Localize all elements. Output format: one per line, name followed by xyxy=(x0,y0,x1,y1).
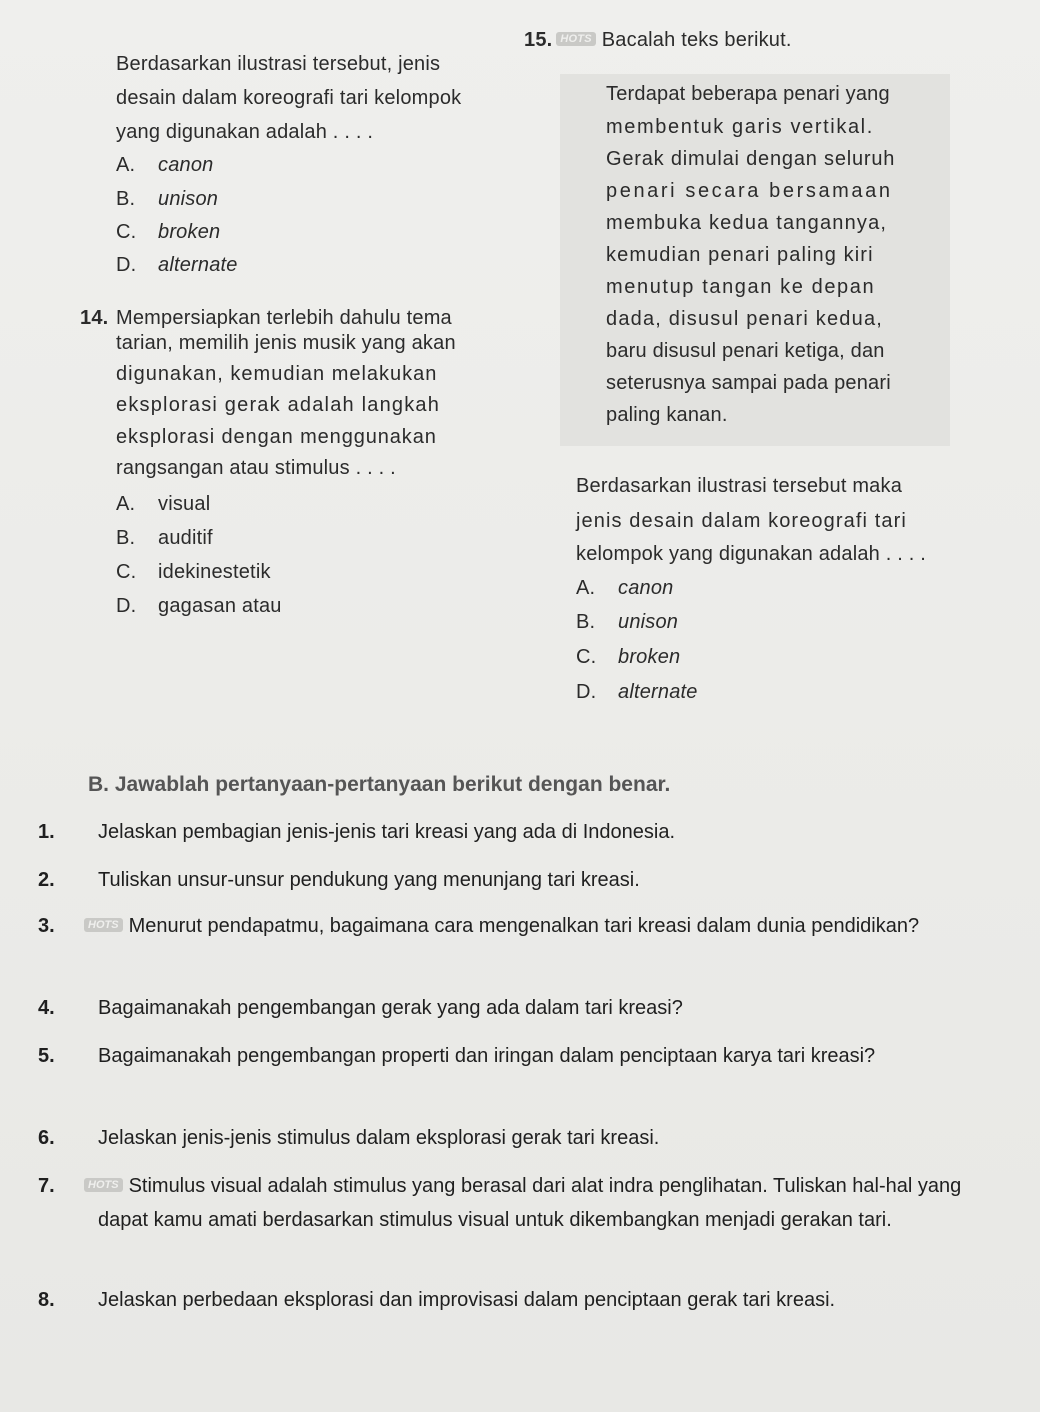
essay-question-1: 1. Jelaskan pembagian jenis-jenis tari kreasi yang ada di Indonesia. xyxy=(38,821,676,843)
q14-stem-line-1: Mempersiapkan terlebih dahulu tema xyxy=(116,307,452,329)
essay-question-5: 5. Bagaimanakah pengembangan properti dan iringan dalam penciptaan karya tari kreasi? xyxy=(38,1045,876,1067)
q13-option-a: A. canon xyxy=(116,154,214,176)
q15-option-d: D. alternate xyxy=(576,681,698,703)
q15-option-b: B. unison xyxy=(576,611,679,633)
q15-box-line-2: membentuk garis vertikal. xyxy=(606,116,874,138)
q15-box-line-9: baru disusul penari ketiga, dan xyxy=(606,340,885,362)
hots-badge: HOTS xyxy=(556,32,595,46)
q13-option-c: C. broken xyxy=(116,221,221,243)
q13-stem-line-3: yang digunakan adalah . . . . xyxy=(116,121,374,143)
q14-option-b: B. auditif xyxy=(116,527,213,549)
hots-badge: HOTS xyxy=(84,1178,123,1192)
q15-box-line-11: paling kanan. xyxy=(606,404,728,426)
q15-box-line-6: kemudian penari paling kiri xyxy=(606,244,874,266)
q15-box-line-8: dada, disusul penari kedua, xyxy=(606,308,884,330)
q14-stem-line-4: eksplorasi gerak adalah langkah xyxy=(116,394,441,416)
q14-number: 14. xyxy=(80,307,109,329)
q14-option-d: D. gagasan atau xyxy=(116,595,282,617)
q15-stem-line-2: jenis desain dalam koreografi tari xyxy=(576,510,907,532)
essay-question-6: 6. Jelaskan jenis-jenis stimulus dalam eksplorasi gerak tari kreasi. xyxy=(38,1127,660,1149)
q13-stem-line-2: desain dalam koreografi tari kelompok xyxy=(116,87,462,109)
q15-box-line-7: menutup tangan ke depan xyxy=(606,276,876,298)
q15-header: 15. HOTS Bacalah teks berikut. xyxy=(524,29,792,51)
section-b-heading: B. Jawablah pertanyaan-pertanyaan berikut dengan benar. xyxy=(88,773,671,796)
essay-question-2: 2. Tuliskan unsur-unsur pendukung yang menunjang tari kreasi. xyxy=(38,869,640,891)
q15-box-line-4: penari secara bersamaan xyxy=(606,180,893,202)
q15-stem-line-3: kelompok yang digunakan adalah . . . . xyxy=(576,543,927,565)
q14-option-a: A. visual xyxy=(116,493,211,515)
essay-question-7: 7. HOTS Stimulus visual adalah stimulus yang berasal dari alat indra penglihatan. Tuliskan hal-hal yang dapat kamu amati berdasarkan stimulus visual untuk dikembangkan menjadi gerakan tari. xyxy=(38,1175,962,1231)
q14-option-c: C. idekinestetik xyxy=(116,561,271,583)
q13-option-b: B. unison xyxy=(116,188,219,210)
q15-box-line-5: membuka kedua tangannya, xyxy=(606,212,888,234)
essay-question-4: 4. Bagaimanakah pengembangan gerak yang ada dalam tari kreasi? xyxy=(38,997,683,1019)
q14-stem-line-6: rangsangan atau stimulus . . . . xyxy=(116,457,396,479)
q15-option-c: C. broken xyxy=(576,646,681,668)
q15-option-a: A. canon xyxy=(576,577,674,599)
q15-box-line-1: Terdapat beberapa penari yang xyxy=(606,83,890,105)
hots-badge: HOTS xyxy=(84,918,123,932)
q15-stem-line-1: Berdasarkan ilustrasi tersebut maka xyxy=(576,475,903,497)
q15-box-line-3: Gerak dimulai dengan seluruh xyxy=(606,148,896,170)
q14-stem-line-5: eksplorasi dengan menggunakan xyxy=(116,426,437,448)
q13-stem-line-1: Berdasarkan ilustrasi tersebut, jenis xyxy=(116,53,441,75)
q13-option-d: D. alternate xyxy=(116,254,238,276)
essay-question-3: 3. HOTS Menurut pendapatmu, bagaimana cara mengenalkan tari kreasi dalam dunia pendidikan? xyxy=(38,915,920,937)
q14-stem-line-2: tarian, memilih jenis musik yang akan xyxy=(116,332,456,354)
q15-box-line-10: seterusnya sampai pada penari xyxy=(606,372,891,394)
essay-question-8: 8. Jelaskan perbedaan eksplorasi dan improvisasi dalam penciptaan gerak tari kreasi. xyxy=(38,1289,836,1311)
q14-stem-line-3: digunakan, kemudian melakukan xyxy=(116,363,438,385)
